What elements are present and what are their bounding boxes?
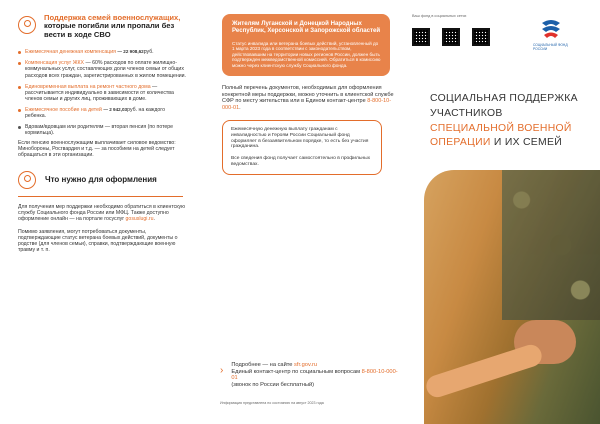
- contacts-text: Подробнее — на сайте sfr.gov.ru Единый контакт-центр по социальным вопросам 8-800-10-000-01 (звонок по России бесплатный): [231, 362, 398, 388]
- documents-text: Помимо заявления, могут потребоваться документы, подтверждающие статус ветерана боевых действий, документы о родстве (для членов семьи), справки, подтверждающие военную травму и т. п.: [18, 228, 178, 254]
- chevron-right-icon: ›: [220, 365, 224, 376]
- box-text: Статус инвалида или ветерана боевых действий, установленный до 1 марта 2023 года в соответствии с законодательством, действовавшим на территории новых регионов России, должен быть подтвержден межведомственной комиссией. Обратиться в комиссию можно через клиентскую службу Социального фонда.: [232, 40, 381, 68]
- section-title: Что нужно для оформления: [45, 175, 157, 185]
- right-panel: [400, 0, 600, 424]
- qr-code-icon[interactable]: [442, 28, 460, 46]
- qr-code-icon[interactable]: [412, 28, 430, 46]
- pension-note: Если пенсию военнослужащим выплачивает силовое ведомство: Минобороны, Росгвардия и т.д. — за пособием на детей следует обращаться в эти организации.: [18, 140, 176, 159]
- list-item: Ежемесячная денежная компенсация — 22 908,62руб.: [18, 49, 186, 55]
- camouflage-sleeve: [502, 170, 600, 320]
- list-item: Компенсация услуг ЖКХ — 60% расходов по оплате жилищно-коммунальных услуг, составляющих доли членов семьи от общих расходов всех граждан, зарегистрированных в жилом помещении.: [18, 60, 186, 78]
- family-icon: [18, 16, 36, 34]
- social-label: Ваш фонд в социальных сетях: [412, 14, 467, 18]
- child-arm-shape: [424, 342, 544, 400]
- how-to-apply-text: Для получения мер поддержки необходимо обратиться в клиентскую службу Социального фонда России или МФЦ. Также доступно оформление онлайн — на портале госуслуг gosuslugi.ru.: [18, 203, 186, 222]
- gosuslugi-link[interactable]: gosuslugi.ru: [125, 215, 154, 222]
- left-panel: [0, 0, 200, 424]
- support-title: Поддержка семей военнослужащих, которые погибли или пропали без вести в ходе СВО: [44, 13, 181, 39]
- phone-link[interactable]: 8-800-10-000-01: [222, 98, 392, 111]
- list-item: Вдовам/вдовцам или родителям — вторая пенсия (по потере кормильца).: [18, 124, 186, 136]
- list-item: Ежемесячное пособие на детей — 2 942,03руб. на каждого ребенка.: [18, 107, 186, 119]
- divider: [18, 196, 183, 197]
- box-paragraph: Ежемесячную денежную выплату гражданам с инвалидностью и Героям России Социальный фонд оформляет в беззаявительном порядке, то есть без участия гражданина.: [231, 126, 369, 150]
- hotline-link[interactable]: 8-800-10-000-01: [231, 368, 398, 382]
- support-list: [18, 49, 186, 136]
- list-item: Единовременная выплата на ремонт частного дома — рассчитывается индивидуально в зависимости от количества членов семьи и других лиц, проживающих в доме.: [18, 84, 186, 102]
- hands-photo: [424, 170, 600, 424]
- qr-code-icon[interactable]: [472, 28, 490, 46]
- middle-panel: [200, 0, 400, 424]
- person-icon: [18, 171, 36, 189]
- site-link[interactable]: sfr.gov.ru: [294, 362, 318, 368]
- sfr-logo-icon: [538, 17, 564, 41]
- documents-info: Полный перечень документов, необходимых для оформления конкретной меры поддержки, можно уточнить в клиентской службе СФР по месту жительства или в Едином контакт-центре 8-800-10-000-01.: [222, 85, 394, 111]
- date-note: Информация представлена по состоянию на август 2023 года: [220, 401, 324, 405]
- monthly-payment-box: [222, 120, 382, 175]
- box-title: Жителям Луганской и Донецкой Народных Республик, Херсонской и Запорожской областей: [232, 20, 381, 34]
- new-regions-box: [222, 14, 390, 76]
- logo-text: СОЦИАЛЬНЫЙ ФОНД РОССИИ: [533, 43, 568, 51]
- support-header: [18, 14, 186, 39]
- section-header: [18, 171, 186, 189]
- brochure-title: СОЦИАЛЬНАЯ ПОДДЕРЖКА УЧАСТНИКОВ СПЕЦИАЛЬНОЙ ВОЕННОЙ ОПЕРАЦИИ И ИХ СЕМЕЙ: [430, 93, 578, 149]
- contacts-footer: [220, 362, 400, 388]
- box-paragraph: Все сведения фонд получает самостоятельно в профильных ведомствах.: [231, 156, 371, 167]
